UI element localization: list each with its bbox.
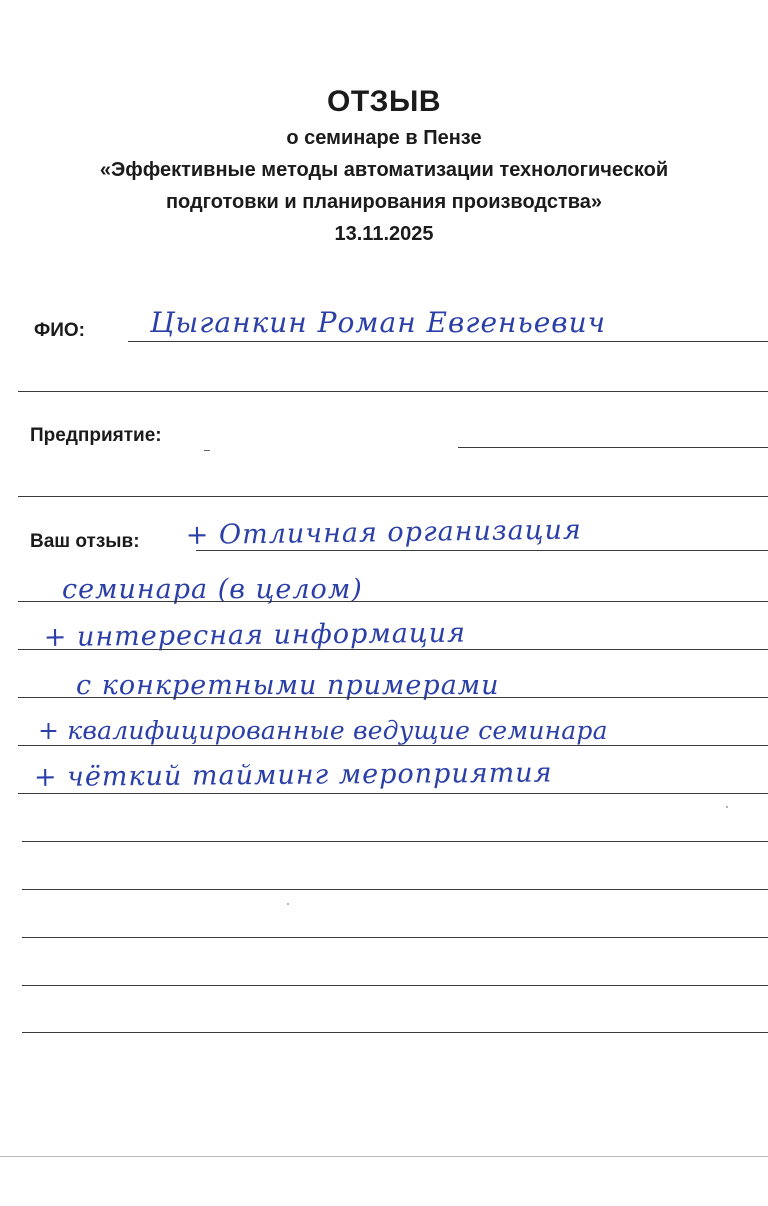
feedback-rule-2 <box>18 601 768 602</box>
seminar-date: 13.11.2025 <box>334 223 434 245</box>
feedback-label: Ваш отзыв: <box>30 531 140 552</box>
fio-line <box>128 341 768 342</box>
company-label: Предприятие: <box>30 425 162 446</box>
page-title: ОТЗЫВ <box>327 85 441 118</box>
feedback-rule-5 <box>18 745 768 746</box>
seminar-title-line-2: подготовки и планирования производства» <box>165 191 603 213</box>
company-line <box>458 447 768 448</box>
fio-label: ФИО: <box>34 320 85 341</box>
feedback-rule-10 <box>22 985 768 986</box>
seminar-location: о семинаре в Пензе <box>286 127 482 149</box>
feedback-line-3: + интересная информация <box>43 617 467 653</box>
feedback-rule-1 <box>196 550 768 551</box>
feedback-rule-7 <box>22 841 768 842</box>
fio-handwritten-value: Цыганкин Роман Евгеньевич <box>150 306 607 339</box>
feedback-rule-11 <box>22 1032 768 1033</box>
feedback-line-2: семинара (в целом) <box>62 574 363 605</box>
company-line-2 <box>18 496 768 497</box>
feedback-line-4: с конкретными примерами <box>76 670 500 701</box>
feedback-rule-4 <box>18 697 768 698</box>
feedback-line-5: + квалифицированные ведущие семинара <box>38 716 608 745</box>
form-header <box>0 82 768 250</box>
fio-line-2 <box>18 391 768 392</box>
feedback-rule-8 <box>22 889 768 890</box>
feedback-rule-9 <box>22 937 768 938</box>
scan-speck <box>726 806 728 808</box>
feedback-line-6: + чёткий тайминг мероприятия <box>33 757 553 793</box>
feedback-rule-6 <box>18 793 768 794</box>
scan-speck <box>287 903 289 905</box>
feedback-line-1: + Отличная организация <box>185 514 583 551</box>
company-dash <box>204 450 210 451</box>
feedback-rule-3 <box>18 649 768 650</box>
page-bottom-edge <box>0 1156 768 1157</box>
seminar-title-line-1: «Эффективные методы автоматизации технологической <box>99 159 669 181</box>
